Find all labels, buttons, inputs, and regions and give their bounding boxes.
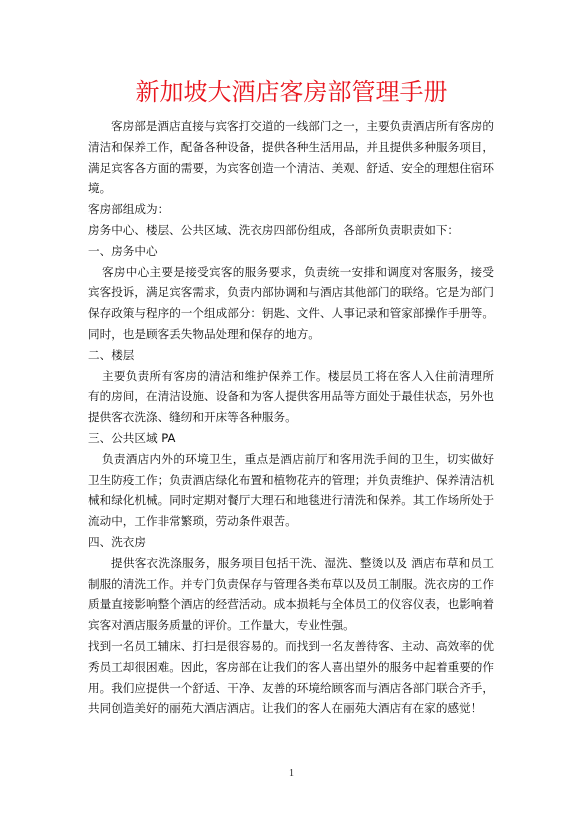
- section-heading-public-area: 三、公共区域 PA: [88, 430, 176, 445]
- section-body-housekeeping-center: 客房中心主要是接受宾客的服务要求，负责统一安排和调度对客服务，接受宾客投诉，满足宾客需求，负责内部协调和与酒店其他部门的联络。它是为部门保存政策与程序的一个组成部分：钥匙、文件、人事记录和管家部操作手册等。同时，也是顾客丢失物品处理和保存的地方。: [88, 264, 494, 341]
- composition-label: 客房部组成为：: [88, 202, 170, 217]
- document-title: 新加坡大酒店客房部管理手册: [135, 78, 448, 106]
- section-body-public-area: 负责酒店内外的环境卫生，重点是酒店前厅和客用洗手间的卫生，切实做好卫生防疫工作；负责酒店绿化布置和植物花卉的管理；并负责维护、保养清洁机械和绿化机械。同时定期对餐厅大理石和地毯进行清洗和保养。其工作场所处于流动中，工作非常繁琐，劳动条件艰苦。: [88, 451, 494, 529]
- section-heading-laundry: 四、洗衣房: [88, 534, 146, 549]
- document-body: [88, 116, 494, 719]
- closing-paragraph: 找到一名员工辅床、打扫是很容易的。而找到一名友善待客、主动、高效率的优秀员工却很困难。因此，客房部在让我们的客人喜出望外的服务中起着重要的作用。我们应提供一个舒适、干净、友善的环境给顾客而与酒店各部门联合齐手，共同创造美好的丽苑大酒店酒店。让我们的客人在丽苑大酒店有在家的感觉！: [88, 638, 494, 716]
- section-body-laundry: 提供客衣洗涤服务，服务项目包括干洗、湿洗、整烫以及 酒店布草和员工制服的清洗工作。并专门负责保存与管理各类布草以及员工制服。洗衣房的工作质量直接影响整个酒店的经营活动。成本损耗与全体员工的仪容仪表，也影响着宾客对酒店服务质量的评价。工作量大，专业性强。: [88, 555, 494, 633]
- section-body-floors: 主要负责所有客房的清洁和维护保养工作。楼层员工将在客人入住前清理所有的房间，在清洁设施、设备和为客人提供客用品等方面处于最佳状态，另外也提供客衣洗涤、缝纫和开床等各种服务。: [88, 368, 494, 425]
- composition-text: 房务中心、楼层、公共区域、洗衣房四部份组成，各部所负责职责如下：: [88, 222, 460, 237]
- page-number: 1: [289, 768, 294, 779]
- section-heading-housekeeping-center: 一、房务中心: [88, 243, 158, 258]
- intro-paragraph: 客房部是酒店直接与宾客打交道的一线部门之一，主要负责酒店所有客房的清洁和保养工作，配备各种设备，提供各种生活用品，并且提供多种服务项目，满足宾客各方面的需要，为宾客创造一个清洁、美观、舒适、安全的理想住宿环境。: [88, 119, 494, 196]
- section-heading-floors: 二、楼层: [88, 347, 135, 362]
